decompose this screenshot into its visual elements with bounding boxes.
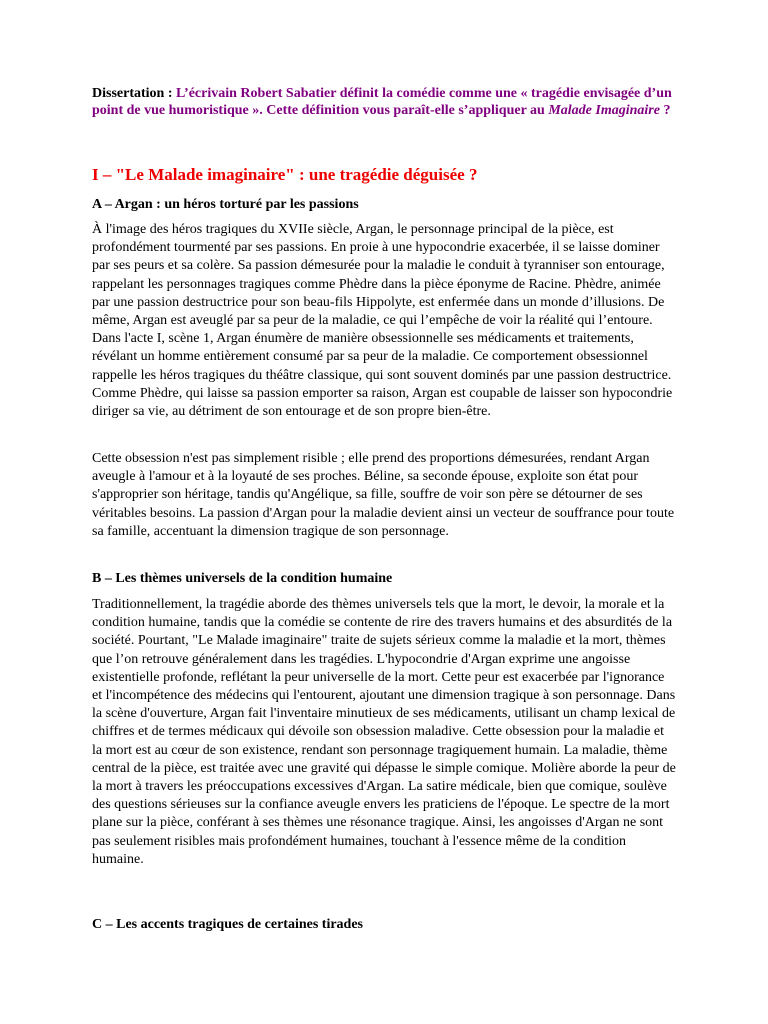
subsection-a-heading: A – Argan : un héros torturé par les passions — [92, 197, 359, 212]
prompt-work-title: Malade Imaginaire — [548, 103, 660, 118]
section-heading: I – "Le Malade imaginaire" : une tragédie déguisée ? — [92, 165, 478, 184]
paragraph: À l'image des héros tragiques du XVIIe siècle, Argan, le personnage principal de la pièce, est profondément tourmenté par ses passions. En proie à une hypocondrie exacerbée, il se laisse dominer par ses peurs et sa colère. Sa passion démesurée pour la maladie le conduit à tyranniser son entourage, rappelant les personnages tragiques comme Phèdre dans la pièce éponyme de Racine. Phèdre, animée par une passion destructrice pour son beau-fils Hippolyte, est enfermée dans un monde d’illusions. De même, Argan est aveuglé par sa peur de la maladie, ce qui l’empêche de voir la réalité qui l’entoure. Dans l'acte I, scène 1, Argan énumère de manière obsessionnelle ses médicaments et traitements, révélant un homme entièrement consumé par sa peur de la maladie. Ce comportement obsessionnel rappelle les héros tragiques du théâtre classique, qui sont souvent dominés par une passion destructrice. Comme Phèdre, qui laisse sa passion emporter sa raison, Argan est coupable de laisser son hypocondrie diriger sa vie, au détriment de son entourage et de son propre bien-être. — [92, 222, 673, 420]
paragraph: Traditionnellement, la tragédie aborde des thèmes universels tels que la mort, le devoir, la morale et la condition humaine, tandis que la comédie se contente de rire des travers humains et des absurdités de la société. Pourtant, "Le Malade imaginaire" traite de sujets sérieux comme la maladie et la mort, thèmes que l’on retrouve généralement dans les tragédies. L'hypocondrie d'Argan exprime une angoisse existentielle profonde, reflétant la peur universelle de la mort. Cette peur est exacerbée par l'ignorance et l'incompétence des médecins qui l'entourent, ajoutant une dimension tragique à son personnage. Dans la scène d'ouverture, Argan fait l'inventaire minutieux de ses médicaments, utilisant un champ lexical de chiffres et de termes médicaux qui dévoile son obsession maladive. Cette obsession pour la maladie et la mort est au cœur de son existence, rendant son personnage tragiquement humain. La maladie, thème central de la pièce, est traitée avec une gravité qui dépasse le simple comique. Molière aborde la peur de la mort à travers les préoccupations excessives d'Argan. La satire médicale, bien que comique, soulève des questions sérieuses sur la confiance aveugle envers les praticiens de l'époque. Le spectre de la mort plane sur la pièce, conférant à ses thèmes une résonance tragique. Ainsi, les angoisses d'Argan ne sont pas seulement risibles mais profondément humaines, touchant à l'essence même de la condition humaine. — [92, 597, 676, 867]
prompt-text: L’écrivain Robert Sabatier définit la comédie comme une « tragédie envisagée d’un point de vue humoristique ». Cette définition vous paraît-elle s’appliquer au — [92, 86, 672, 118]
dissertation-prompt — [92, 85, 677, 119]
paragraph: Cette obsession n'est pas simplement risible ; elle prend des proportions démesurées, rendant Argan aveugle à l'amour et à la loyauté de ses proches. Béline, sa seconde épouse, exploite son état pour s'approprier son héritage, tandis qu'Angélique, sa fille, souffre de voir son père se détourner de ses véritables besoins. La passion d'Argan pour la maladie devient ainsi un vecteur de souffrance pour toute sa famille, accentuant la dimension tragique de son personnage. — [92, 451, 675, 539]
prompt-label: Dissertation : — [92, 86, 173, 101]
document-body — [92, 85, 677, 932]
prompt-end: ? — [659, 103, 671, 118]
subsection-c-heading: C – Les accents tragiques de certaines tirades — [92, 917, 364, 932]
subsection-b-heading: B – Les thèmes universels de la condition humaine — [92, 571, 393, 586]
